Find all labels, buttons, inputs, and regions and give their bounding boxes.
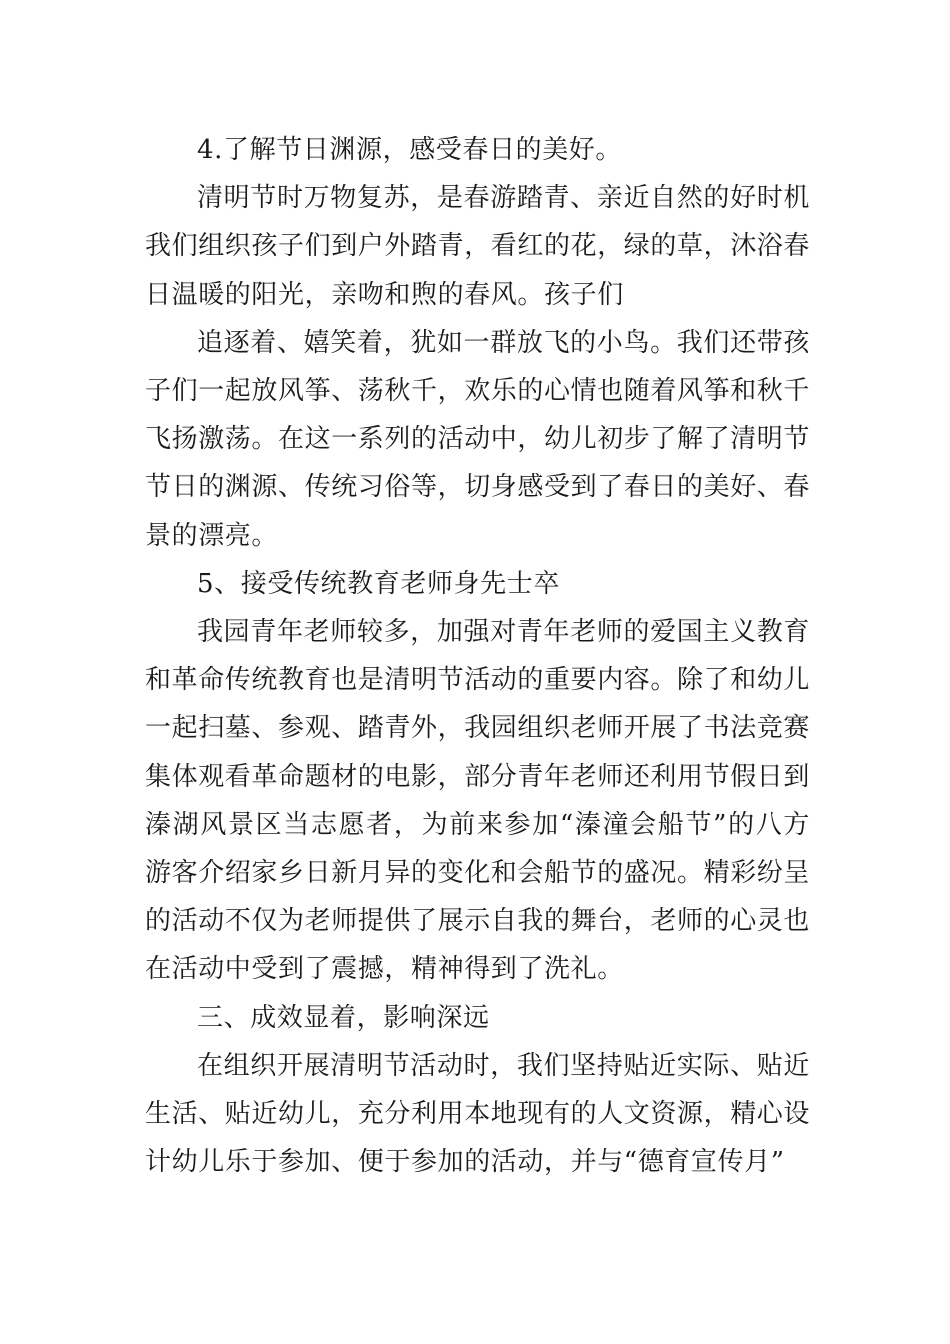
- text-line: 和革命传统教育也是清明节活动的重要内容。除了和幼儿: [145, 665, 811, 696]
- text-line: 溱湖风景区当志愿者，为前来参加“溱潼会船节”的八方: [145, 809, 810, 840]
- paragraph: [145, 560, 810, 608]
- text-line: 景的漂亮。: [145, 520, 279, 551]
- text-line: 我园青年老师较多，加强对青年老师的爱国主义教育: [197, 617, 810, 648]
- text-line: 的活动不仅为老师提供了展示自我的舞台，老师的心灵也: [145, 906, 811, 937]
- text-line: 飞扬激荡。在这一系列的活动中，幼儿初步了解了清明节: [145, 424, 811, 455]
- text-line: 日温暖的阳光，亲吻和煦的春风。孩子们: [145, 279, 624, 310]
- paragraph: [145, 174, 810, 319]
- text-line: 节日的渊源、传统习俗等，切身感受到了春日的美好、春: [145, 472, 811, 503]
- text-line: 追逐着、嬉笑着，犹如一群放飞的小鸟。我们还带孩: [197, 327, 810, 358]
- paragraph: [145, 1042, 810, 1187]
- text-line: 游客介绍家乡日新月异的变化和会船节的盛况。精彩纷呈: [145, 858, 811, 889]
- text-line: 在组织开展清明节活动时，我们坚持贴近实际、贴近: [197, 1050, 810, 1081]
- text-line: 我们组织孩子们到户外踏青，看红的花，绿的草，沐浴春: [145, 231, 811, 262]
- document-body: [145, 126, 810, 1186]
- text-line: 三、成效显着，影响深远: [197, 1002, 490, 1033]
- text-line: 计幼儿乐于参加、便于参加的活动，并与“德育宣传月”: [145, 1147, 785, 1178]
- paragraph: [145, 319, 810, 560]
- paragraph: [145, 126, 810, 174]
- text-line: 在活动中受到了震撼，精神得到了洗礼。: [145, 954, 624, 985]
- text-line: 4.了解节日渊源，感受春日的美好。: [197, 135, 623, 165]
- text-line: 清明节时万物复苏，是春游踏青、亲近自然的好时机: [197, 183, 810, 214]
- text-line: 5、接受传统教育老师身先士卒: [197, 568, 560, 599]
- paragraph: [145, 994, 810, 1042]
- text-line: 子们一起放风筝、荡秋千，欢乐的心情也随着风筝和秋千: [145, 376, 811, 407]
- text-line: 集体观看革命题材的电影，部分青年老师还利用节假日到: [145, 761, 811, 792]
- text-line: 一起扫墓、参观、踏青外，我园组织老师开展了书法竞赛: [145, 713, 811, 744]
- text-line: 生活、贴近幼儿，充分利用本地现有的人文资源，精心设: [145, 1099, 811, 1130]
- paragraph: [145, 608, 810, 994]
